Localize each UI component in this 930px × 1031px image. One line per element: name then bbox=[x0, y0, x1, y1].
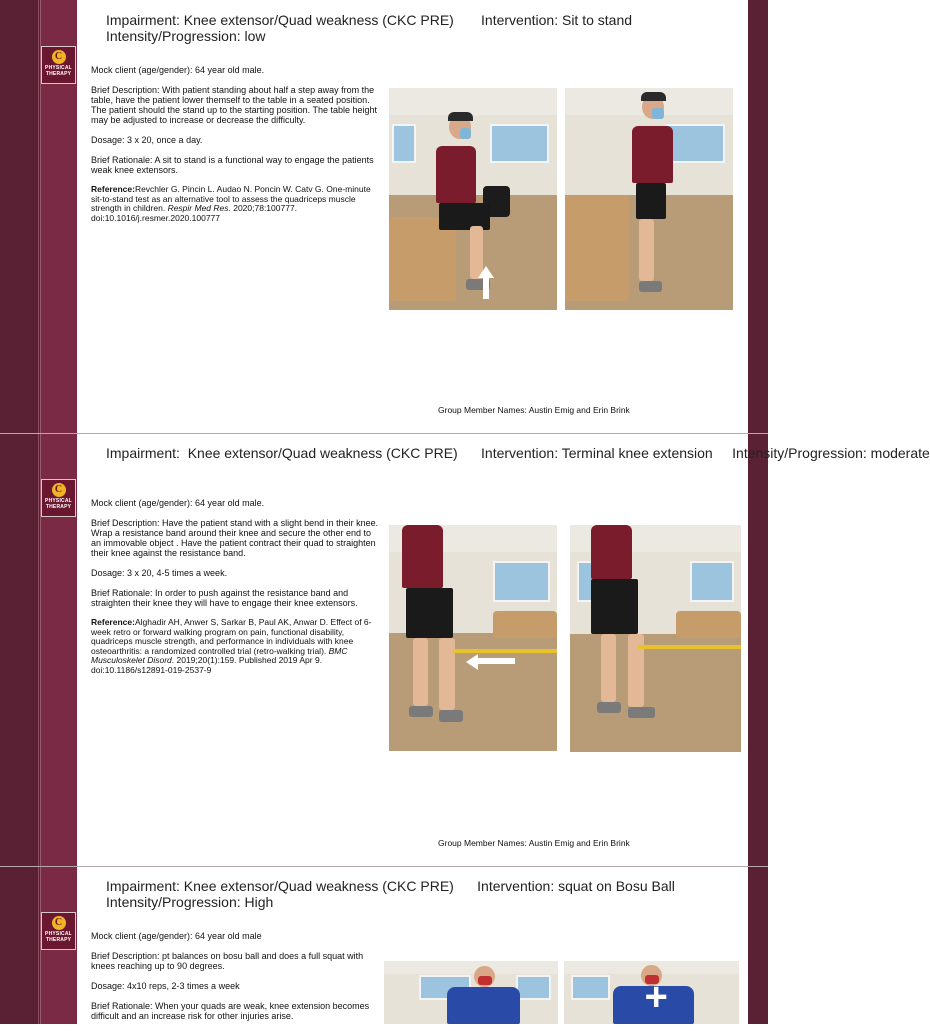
logo-text: PHYSICAL THERAPY bbox=[45, 65, 72, 77]
left-margin-band bbox=[0, 0, 40, 1024]
client-text: Mock client (age/gender): 64 year old male. bbox=[91, 65, 265, 75]
logo-c-icon: C bbox=[52, 483, 66, 497]
rationale-text: Brief Rationale: A sit to stand is a functional way to engage the patients weak knee extensors. bbox=[91, 155, 374, 175]
impairment-text: Impairment: Knee extensor/Quad weakness (CKC PRE) bbox=[106, 12, 454, 28]
intensity-text: Intensity/Progression: moderate bbox=[732, 445, 930, 461]
logo-c-icon: C bbox=[52, 50, 66, 64]
intensity-text: Intensity/Progression: High bbox=[106, 894, 274, 910]
slide-sit-to-stand bbox=[77, 0, 748, 433]
client-text: Mock client (age/gender): 64 year old male bbox=[91, 931, 262, 941]
left-margin-line bbox=[38, 0, 39, 1024]
slide-title bbox=[106, 445, 930, 461]
slide-body bbox=[91, 931, 383, 1031]
university-logo bbox=[41, 479, 76, 517]
reference-tail: . 2019;20(1):159. Published 2019 Apr 9. doi:10.1186/s12891-019-2537-9 bbox=[91, 655, 323, 675]
reference-journal: Respir Med Res bbox=[167, 203, 229, 213]
reference-text bbox=[91, 618, 383, 675]
slide-title bbox=[106, 12, 706, 44]
reference-body: Revchler G. Pincin L. Audao N. Poncin W. Catv G. One-minute sit-to-stand test as an alternative tool to assess the quadriceps muscle strength in children. bbox=[91, 184, 371, 213]
intervention-text: Intervention: squat on Bosu Ball bbox=[477, 878, 675, 894]
dosage-text: Dosage: 4x10 reps, 2-3 times a week bbox=[91, 981, 240, 991]
dosage-text: Dosage: 3 x 20, once a day. bbox=[91, 135, 203, 145]
slide-title bbox=[106, 878, 706, 910]
reference-label: Reference: bbox=[91, 617, 135, 627]
intervention-text: Intervention: Terminal knee extension bbox=[481, 445, 713, 461]
slide-squat-bosu bbox=[77, 866, 748, 1024]
group-member-names: Group Member Names: Austin Emig and Erin Brink bbox=[438, 838, 630, 848]
rationale-text: Brief Rationale: When your quads are weak, knee extension becomes difficult and an increase risk for other injuries arise. bbox=[91, 1001, 370, 1021]
photo-bosu-squat-start bbox=[384, 961, 558, 1024]
right-margin-band bbox=[748, 0, 768, 1024]
slide-body bbox=[91, 65, 383, 233]
description-text: Brief Description: Have the patient stand with a slight bend in their knee. Wrap a resistance band around their knee and secure the other end to an immovable object . Have the patient contract their quad to straighten their knee against the resistance band. bbox=[91, 518, 379, 558]
university-logo bbox=[41, 46, 76, 84]
photo-sit-to-stand-seated bbox=[389, 88, 557, 310]
logo-text: PHYSICAL THERAPY bbox=[45, 498, 72, 510]
reference-body: Alghadir AH, Anwer S, Sarkar B, Paul AK, Anwar D. Effect of 6-week retro or forward walking program on pain, functional disability, quadriceps muscle strength, and performance in individuals with knee osteoarthritis: a randomized controlled trial (retro-walking trial). bbox=[91, 617, 372, 656]
reference-journal: BMC Musculoskelet Disord bbox=[91, 645, 348, 665]
intensity-text: Intensity/Progression: low bbox=[106, 28, 266, 44]
university-logo bbox=[41, 912, 76, 950]
impairment-text: Impairment: Knee extensor/Quad weakness (CKC PRE) bbox=[106, 445, 458, 461]
photo-terminal-knee-straight bbox=[570, 525, 741, 752]
dosage-text: Dosage: 3 x 20, 4-5 times a week. bbox=[91, 568, 228, 578]
rationale-text: Brief Rationale: In order to push against the resistance band and straighten their knee they will have to engage their knee extensors. bbox=[91, 588, 358, 608]
photo-sit-to-stand-standing bbox=[565, 88, 733, 310]
photo-terminal-knee-bent bbox=[389, 525, 557, 751]
reference-label: Reference: bbox=[91, 184, 135, 194]
intervention-text: Intervention: Sit to stand bbox=[481, 12, 633, 28]
description-text: Brief Description: With patient standing about half a step away from the table, have the patient lower themself to the table in a seated position. The patient should the stand up to the starting position. The table height may be adjusted to increase or decrease the difficulty. bbox=[91, 85, 378, 125]
reference-tail: . 2020;78:100777. doi:10.1016/j.resmer.2020.100777 bbox=[91, 203, 298, 223]
logo-text: PHYSICAL THERAPY bbox=[45, 931, 72, 943]
group-member-names: Group Member Names: Austin Emig and Erin Brink bbox=[438, 405, 630, 415]
description-text: Brief Description: pt balances on bosu ball and does a full squat with knees reaching up to 90 degrees. bbox=[91, 951, 364, 971]
photo-bosu-squat-down: + bbox=[564, 961, 739, 1024]
client-text: Mock client (age/gender): 64 year old male. bbox=[91, 498, 265, 508]
logo-c-icon: C bbox=[52, 916, 66, 930]
slide-terminal-knee-extension bbox=[77, 433, 930, 866]
reference-text bbox=[91, 185, 383, 223]
impairment-text: Impairment: Knee extensor/Quad weakness (CKC PRE) bbox=[106, 878, 454, 894]
slide-body bbox=[91, 498, 383, 685]
